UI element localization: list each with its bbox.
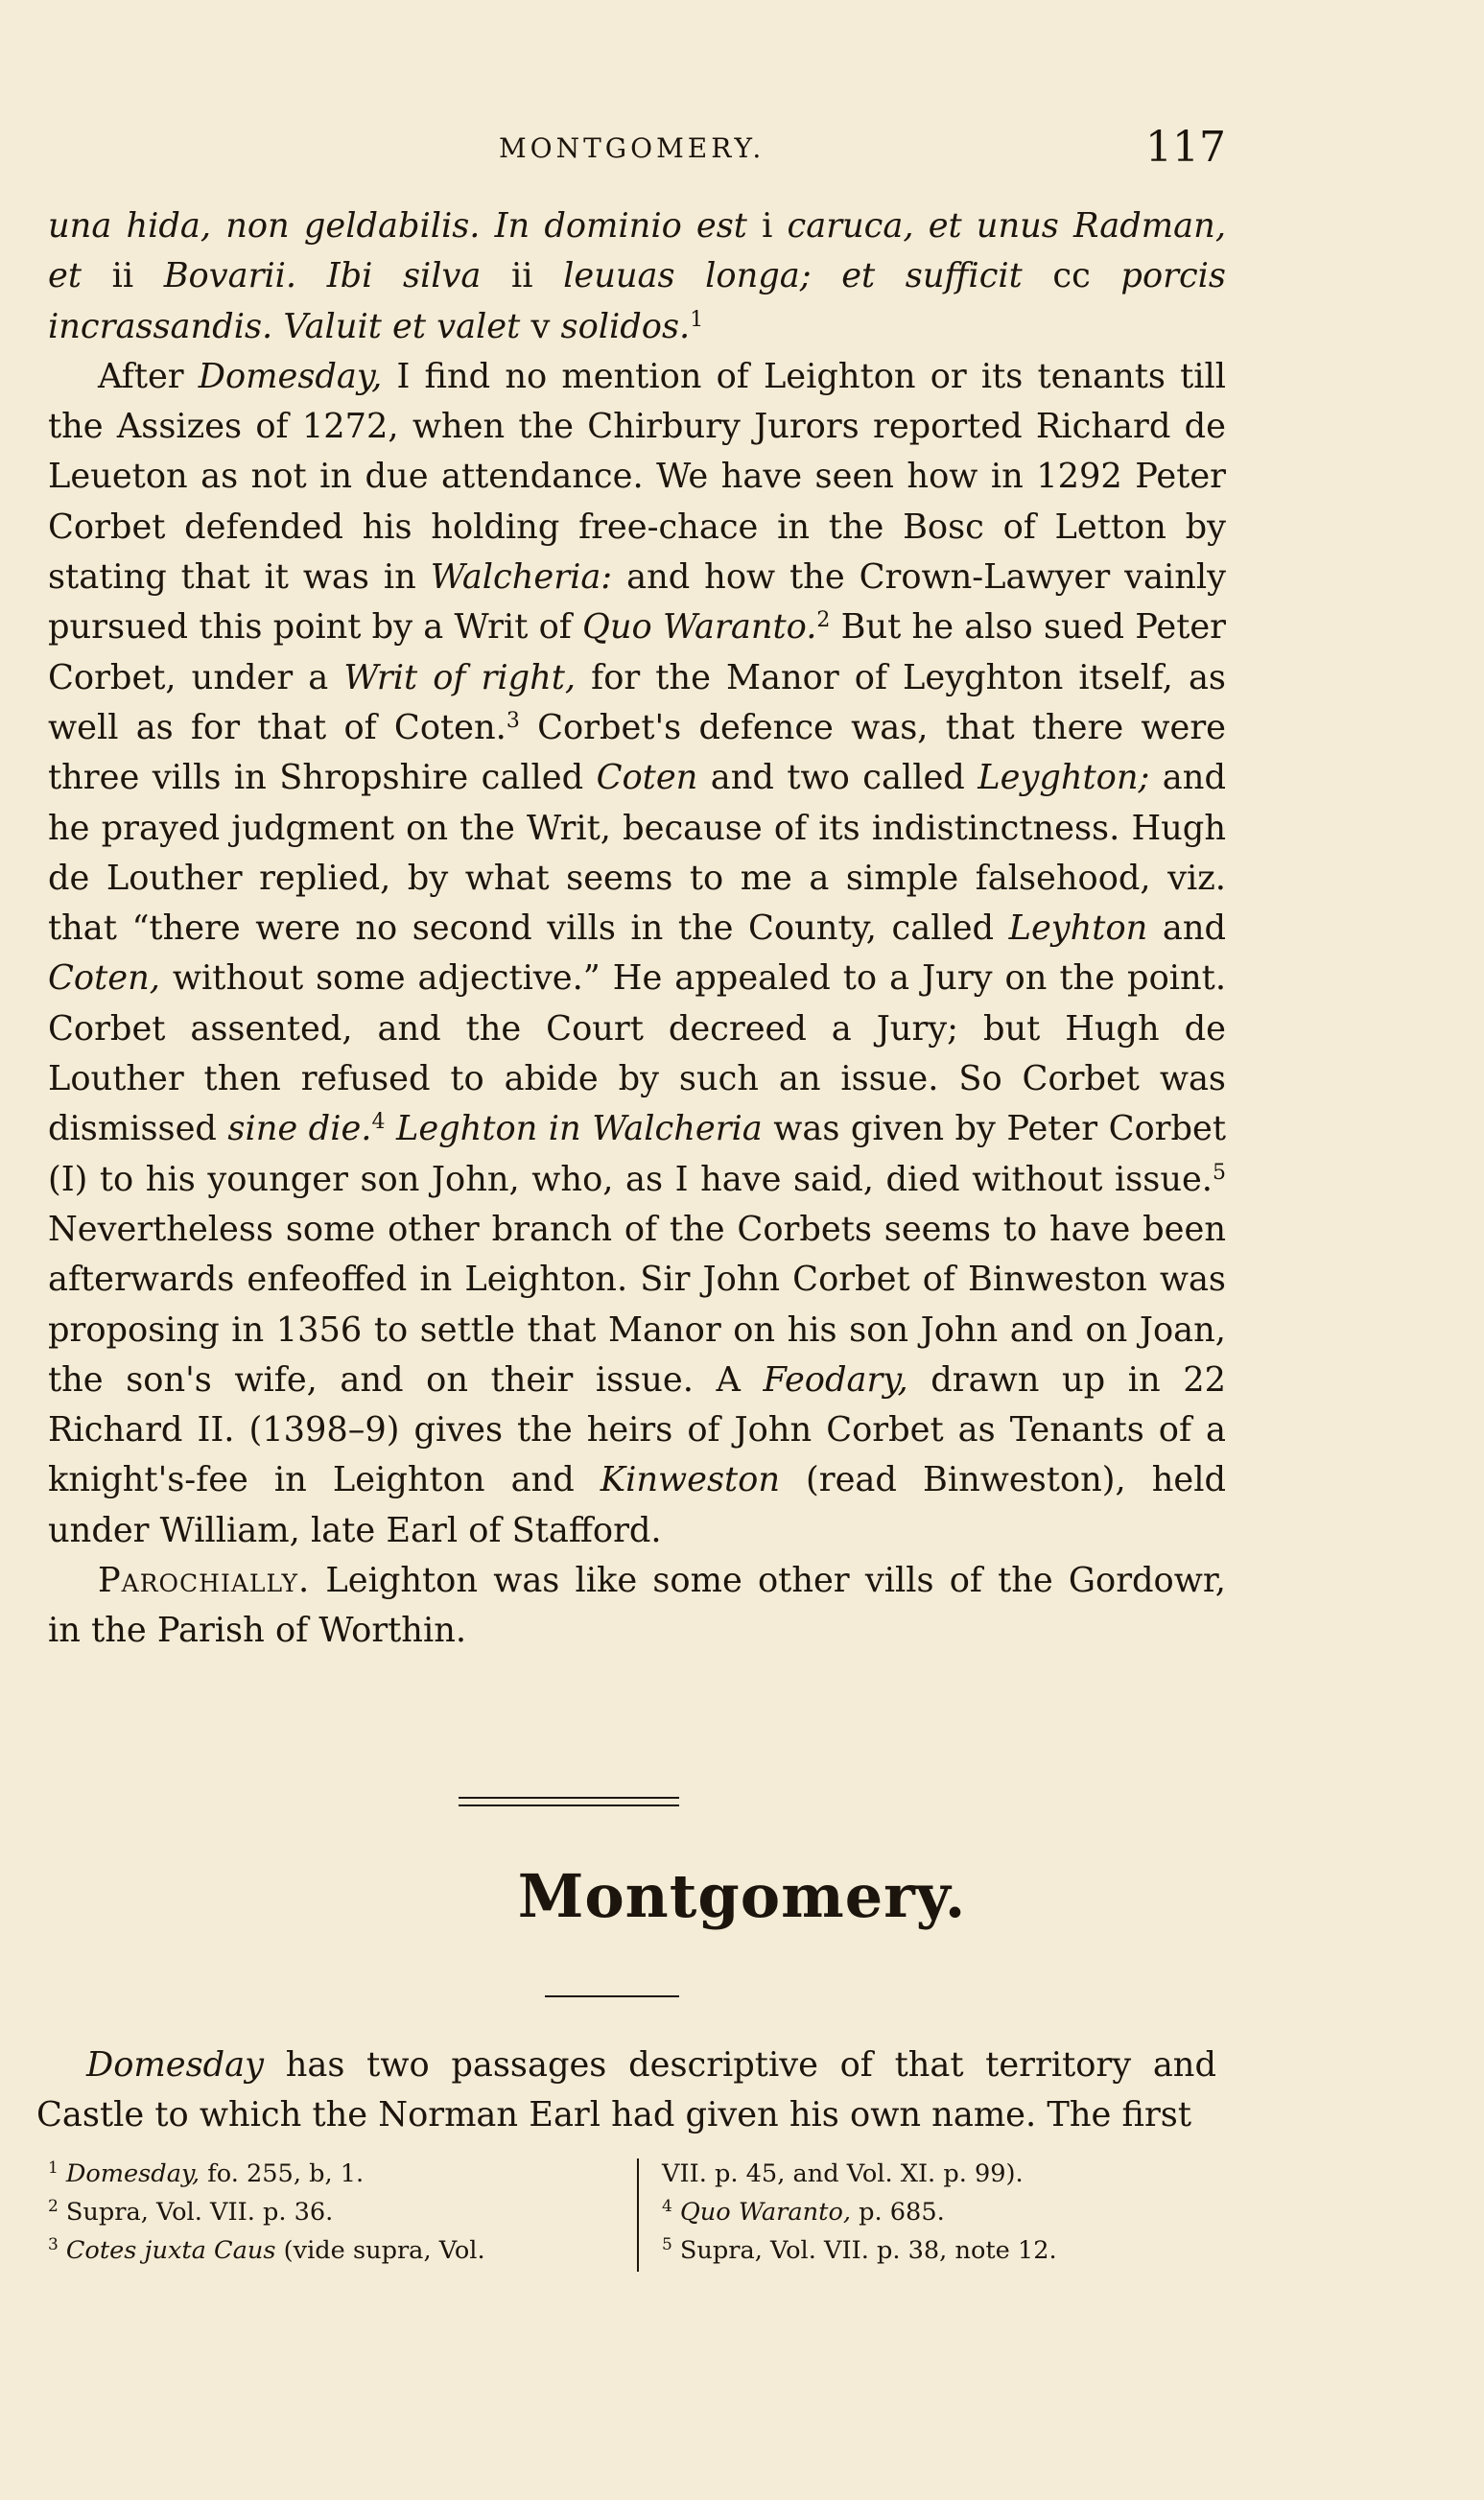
footnote-divider (637, 2158, 639, 2272)
footnote-1: $^1$ Domesday, fo. 255, b, 1. (48, 2158, 365, 2188)
paragraph-montgomery-intro: Domesday has two passages descriptive of that territory and Castle to which the Norman Earl had given his own name. The first (36, 2045, 1216, 2134)
title-rule (545, 1995, 679, 1997)
footnotes-right-column (662, 2155, 1228, 2270)
footnote-5: $^5$ Supra, Vol. VII. p. 38, note 12. (662, 2235, 1057, 2265)
footnote-ref: 5 (1213, 1160, 1226, 1185)
footnote-ref: 3 (506, 708, 520, 733)
section-title: Montgomery. (517, 1861, 967, 1931)
footnote-4: $^4$ Quo Waranto, p. 685. (662, 2197, 945, 2227)
section-label: Parochially. (98, 1561, 311, 1601)
page-number: 117 (1145, 123, 1226, 172)
paragraph-after-domesday: After Domesday, I find no mention of Leighton or its tenants till the Assizes of 1272, when the Chirbury Jurors reported Richard de Leueton as not in due attendance. We have seen how in 1292 Peter Corbet defended his holding free-chace in the Bosc of Letton by stating that it was in Walcheria: and how the Crown-Lawyer vainly pursued this point by a Writ of Quo Waranto.$^2$ But he also sued Peter Corbet, under a Writ of right, for the Manor of Leyghton itself, as well as for that of Coten.$^3$ Corbet's defence was, that there were three vills in Shropshire called Coten and two called Leyghton; and he prayed judgment on the Writ, because of its indistinctness. Hugh de Louther replied, by what seems to me a simple falsehood, viz. that “there were no second vills in the County, called Leyhton and Coten, without some adjective.” He appealed to a Jury on the point. Corbet assented, and the Court decreed a Jury; but Hugh de Louther then refused to abide by such an issue. So Corbet was dismissed sine die.$^4$ Leghton in Walcheria was given by Peter Corbet (I) to his younger son John, who, as I have said, died without issue.$^5$ Nevertheless some other branch of the Corbets seems to have been afterwards enfeoffed in Leighton. Sir John Corbet of Binweston was proposing in 1356 to settle that Manor on his son John and on Joan, the son's wife, and on their issue. A Feodary, drawn up in 22 Richard II. (1398–9) gives the heirs of John Corbet as Tenants of a knight's-fee in Leighton and Kinweston (read Binweston), held under William, late Earl of Stafford. (48, 356, 1227, 1550)
footnotes (48, 2155, 1226, 2279)
page-header (48, 123, 1226, 190)
paragraph-domesday-quote: una hida, non geldabilis. In dominio est i caruca, et unus Radman, et ii Bovarii. Ibi silva ii leuuas longa; et sufficit cc porcis incrassandis. Valuit et valet v solidos.$^1$ (48, 206, 1227, 346)
running-head: MONTGOMERY. (499, 132, 766, 164)
montgomery-text (36, 2040, 1216, 2140)
footnote-3: $^3$ Cotes juxta Caus (vide supra, Vol. (48, 2235, 485, 2265)
footnotes-left-column (48, 2155, 614, 2270)
footnote-2: $^2$ Supra, Vol. VII. p. 36. (48, 2197, 334, 2227)
paragraph-parochially: Parochially. Leighton was like some other vills of the Gordowr, in the Parish of Worthin. (48, 1561, 1226, 1651)
footnote-ref: 1 (690, 307, 704, 332)
footnote-ref: 2 (816, 608, 831, 633)
footnote-ref: 4 (371, 1110, 386, 1135)
section-divider (459, 1797, 679, 1806)
body-text (48, 201, 1226, 1657)
footnote-3-continued: VII. p. 45, and Vol. XI. p. 99). (662, 2159, 1024, 2188)
